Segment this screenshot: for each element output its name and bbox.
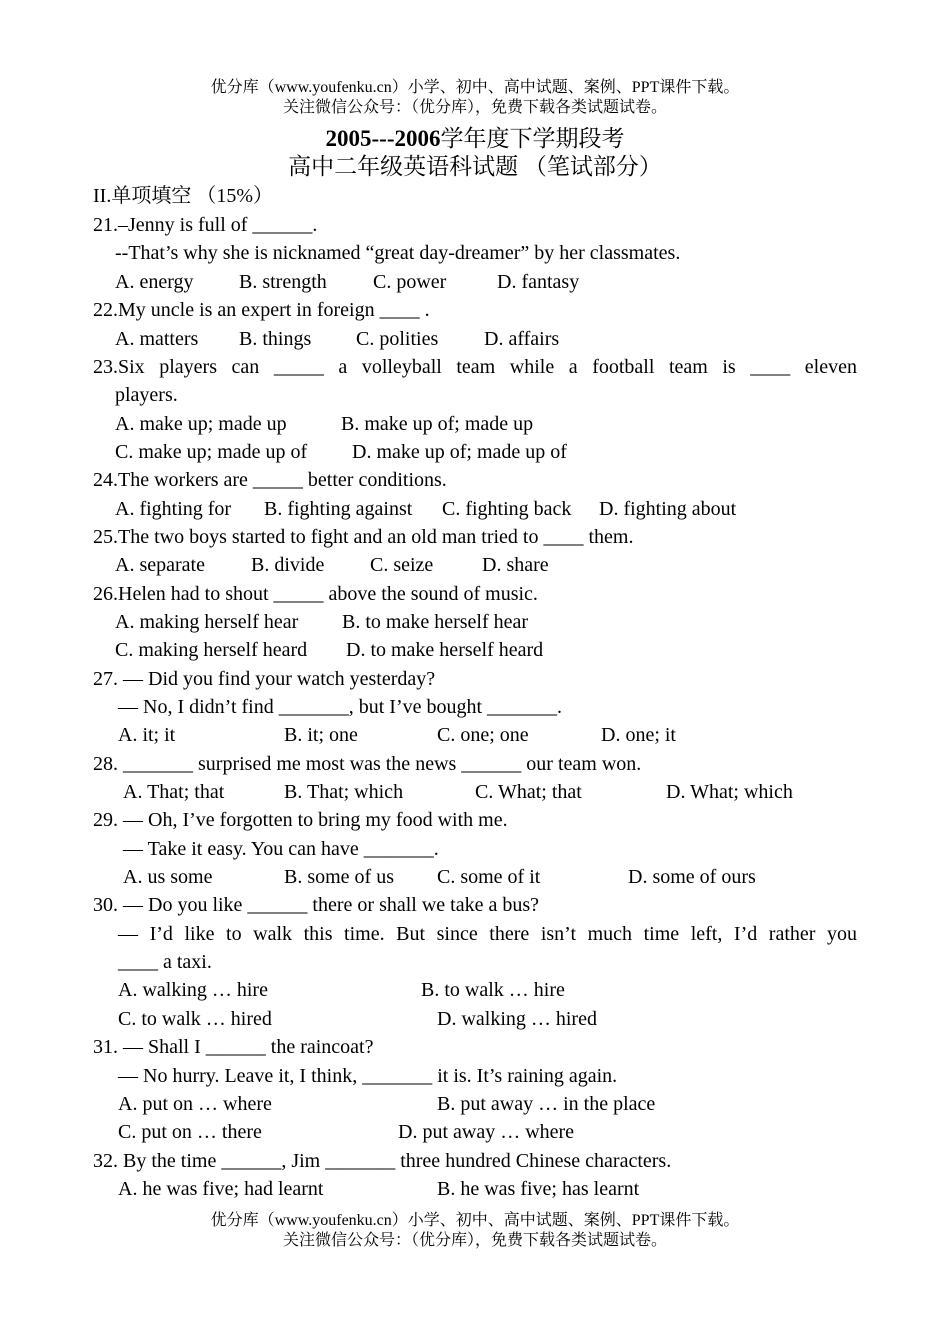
q29-option-c: C. some of it — [437, 866, 541, 888]
question-24-stem: 24.The workers are _____ better conditions. — [93, 469, 447, 491]
question-31-reply: — No hurry. Leave it, I think, _______ it is. It’s raining again. — [118, 1065, 618, 1087]
q28-option-d: D. What; which — [666, 781, 793, 803]
q21-option-a: A. energy — [115, 271, 194, 293]
q22-option-c: C. polities — [356, 328, 439, 350]
footer-line-2: 关注微信公众号：（优分库），免费下载各类试题试卷。 — [282, 1232, 667, 1249]
q29-option-a: A. us some — [123, 866, 213, 888]
q22-option-a: A. matters — [115, 328, 199, 350]
question-32-stem: 32. By the time ______, Jim _______ three hundred Chinese characters. — [93, 1150, 672, 1172]
q24-option-a: A. fighting for — [115, 498, 232, 520]
q31-option-d: D. put away … where — [398, 1121, 575, 1143]
q23-option-a: A. make up; made up — [115, 413, 287, 435]
header-line-1: 优分库（www.youfenku.cn）小学、初中、高中试题、案例、PPT课件下载。 — [210, 79, 740, 96]
q24-option-d: D. fighting about — [599, 498, 737, 520]
q28-option-a: A. That; that — [123, 781, 225, 803]
question-21-stem: 21.–Jenny is full of ______. — [93, 214, 318, 236]
q29-option-d: D. some of ours — [628, 866, 756, 888]
q28-option-c: C. What; that — [475, 781, 582, 803]
title-line1-rest: 学年度下学期段考 — [440, 126, 625, 151]
q23-option-d: D. make up of; made up of — [352, 441, 567, 463]
q30-option-b: B. to walk … hire — [421, 979, 565, 1001]
question-28-stem: 28. _______ surprised me most was the news ______ our team won. — [93, 753, 642, 775]
section-heading: II.单项填空 （15%） — [93, 185, 273, 207]
q21-option-d: D. fantasy — [497, 271, 580, 293]
q31-option-b: B. put away … in the place — [437, 1093, 656, 1115]
q26-option-d: D. to make herself heard — [346, 639, 544, 661]
q27-option-c: C. one; one — [437, 724, 529, 746]
q26-option-b: B. to make herself hear — [342, 611, 529, 633]
q30-option-d: D. walking … hired — [437, 1008, 597, 1030]
q26-option-c: C. making herself heard — [115, 639, 308, 661]
header-line-2: 关注微信公众号：（优分库），免费下载各类试题试卷。 — [282, 99, 667, 116]
q23-option-c: C. make up; made up of — [115, 441, 308, 463]
question-25-stem: 25.The two boys started to fight and an old man tried to ____ them. — [93, 526, 634, 548]
q29-option-b: B. some of us — [284, 866, 394, 888]
q25-option-b: B. divide — [251, 554, 325, 576]
question-27-stem: 27. — Did you find your watch yesterday? — [93, 668, 436, 690]
q25-option-d: D. share — [482, 554, 549, 576]
q22-option-d: D. affairs — [484, 328, 560, 350]
q31-option-c: C. put on … there — [118, 1121, 262, 1143]
q25-option-c: C. seize — [370, 554, 434, 576]
question-29-reply: — Take it easy. You can have _______. — [123, 838, 439, 860]
q26-option-a: A. making herself hear — [115, 611, 299, 633]
q30-option-c: C. to walk … hired — [118, 1008, 272, 1030]
page-title — [0, 124, 950, 154]
question-29-stem: 29. — Oh, I’ve forgotten to bring my food with me. — [93, 809, 508, 831]
question-22-stem: 22.My uncle is an expert in foreign ____ . — [93, 299, 430, 321]
question-21-reply: --That’s why she is nicknamed “great day-dreamer” by her classmates. — [115, 242, 681, 264]
q28-option-b: B. That; which — [284, 781, 404, 803]
footer-line-1: 优分库（www.youfenku.cn）小学、初中、高中试题、案例、PPT课件下载。 — [210, 1212, 740, 1229]
question-27-reply: — No, I didn’t find _______, but I’ve bought _______. — [118, 696, 563, 718]
q27-option-d: D. one; it — [601, 724, 676, 746]
q32-option-b: B. he was five; has learnt — [437, 1178, 640, 1200]
q22-option-b: B. things — [239, 328, 312, 350]
q32-option-a: A. he was five; had learnt — [118, 1178, 324, 1200]
q21-option-b: B. strength — [239, 271, 327, 293]
q27-option-a: A. it; it — [118, 724, 176, 746]
q31-option-a: A. put on … where — [118, 1093, 272, 1115]
page-subtitle: 高中二年级英语科试题 （笔试部分） — [288, 154, 662, 179]
q25-option-a: A. separate — [115, 554, 205, 576]
question-23-stem: 23.Six players can _____ a volleyball team while a football team is ____ eleven — [93, 356, 857, 378]
q21-option-c: C. power — [373, 271, 447, 293]
question-31-stem: 31. — Shall I ______ the raincoat? — [93, 1036, 374, 1058]
question-30-reply: — I’d like to walk this time. But since there isn’t much time left, I’d rather you — [118, 923, 857, 945]
question-26-stem: 26.Helen had to shout _____ above the sound of music. — [93, 583, 538, 605]
q30-option-a: A. walking … hire — [118, 979, 268, 1001]
q24-option-c: C. fighting back — [442, 498, 572, 520]
q24-option-b: B. fighting against — [264, 498, 413, 520]
question-23-stem-cont: players. — [115, 384, 178, 406]
question-30-reply-cont: ____ a taxi. — [118, 951, 212, 973]
question-30-stem: 30. — Do you like ______ there or shall we take a bus? — [93, 894, 540, 916]
title-year: 2005---2006 — [325, 126, 441, 151]
q27-option-b: B. it; one — [284, 724, 358, 746]
q23-option-b: B. make up of; made up — [341, 413, 534, 435]
